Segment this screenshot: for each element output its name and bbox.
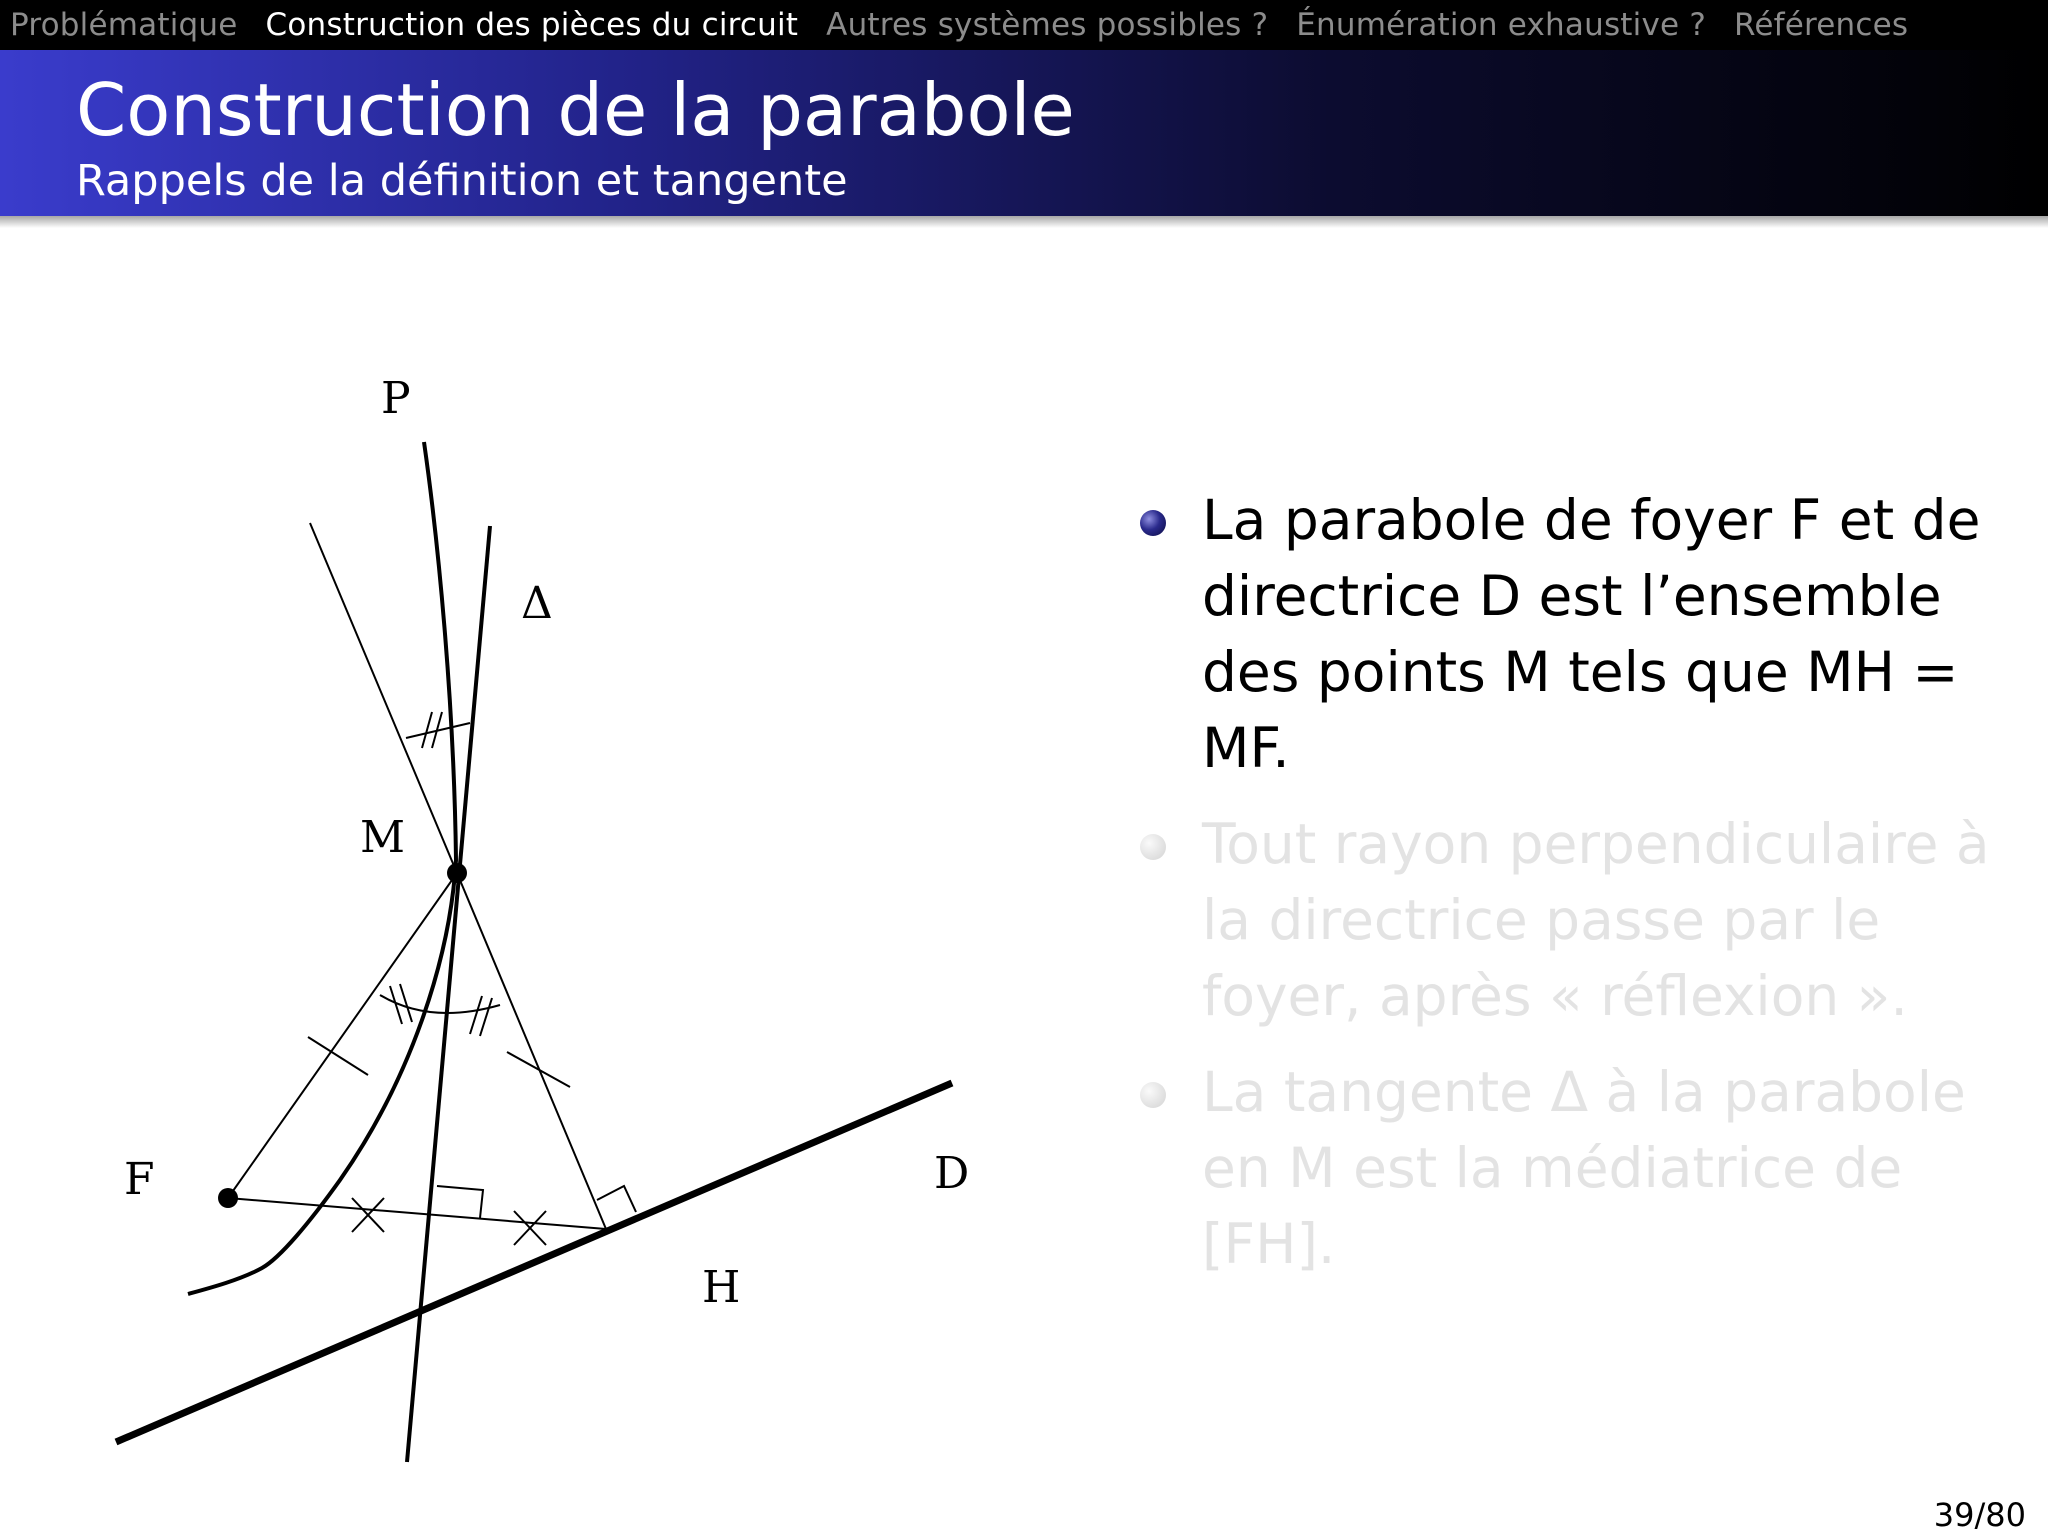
angle-tick-2b — [480, 998, 492, 1036]
segment-fh — [228, 1198, 606, 1229]
frame-subtitle: Rappels de la définition et tangente — [76, 156, 848, 206]
bullet-ball-icon — [1140, 834, 1166, 860]
right-angle-mark-fh — [437, 1186, 483, 1218]
label-h: H — [702, 1262, 741, 1313]
angle-tick-1b — [400, 984, 412, 1022]
point-f — [218, 1188, 238, 1208]
label-m: M — [360, 812, 406, 863]
bullet-text: Tout rayon perpendiculaire à la directrice passe par le foyer, après « réflexion ». — [1202, 812, 1990, 1028]
angle-tick-2a — [470, 996, 482, 1034]
nav-item-references[interactable]: Références — [1734, 7, 1909, 43]
right-angle-mark-h — [597, 1186, 636, 1212]
frame-title: Construction de la parabole — [76, 68, 1075, 152]
segment-mf — [228, 873, 457, 1198]
bullet-definition — [1140, 482, 2000, 786]
label-p: P — [381, 373, 411, 424]
nav-item-problematique[interactable]: Problématique — [10, 7, 238, 43]
angle-tick-3a — [422, 712, 432, 748]
bullet-ball-icon — [1140, 510, 1166, 536]
segment-mh — [457, 873, 606, 1229]
directrix-line-d — [116, 1083, 952, 1442]
point-m — [447, 863, 467, 883]
nav-item-enumeration[interactable]: Énumération exhaustive ? — [1296, 7, 1706, 43]
label-delta: Δ — [521, 578, 553, 629]
label-f: F — [124, 1154, 155, 1205]
bullet-text: La tangente Δ à la parabole en M est la médiatrice de [FH]. — [1202, 1060, 1966, 1276]
tick-mark-mh — [507, 1052, 570, 1087]
bullet-text: La parabole de foyer F et de directrice D est l’ensemble des points M tels que MH = MF. — [1202, 488, 1981, 780]
bullet-tangent — [1140, 1054, 2000, 1282]
parabola-curve — [188, 442, 456, 1294]
bullet-ball-icon — [1140, 1082, 1166, 1108]
nav-item-autres-systemes[interactable]: Autres systèmes possibles ? — [826, 7, 1269, 43]
label-d: D — [934, 1148, 970, 1199]
bullet-list — [1140, 482, 2000, 1302]
nav-item-construction[interactable]: Construction des pièces du circuit — [265, 7, 799, 43]
page-number: 39/80 — [1933, 1496, 2026, 1534]
bullet-reflection — [1140, 806, 2000, 1034]
